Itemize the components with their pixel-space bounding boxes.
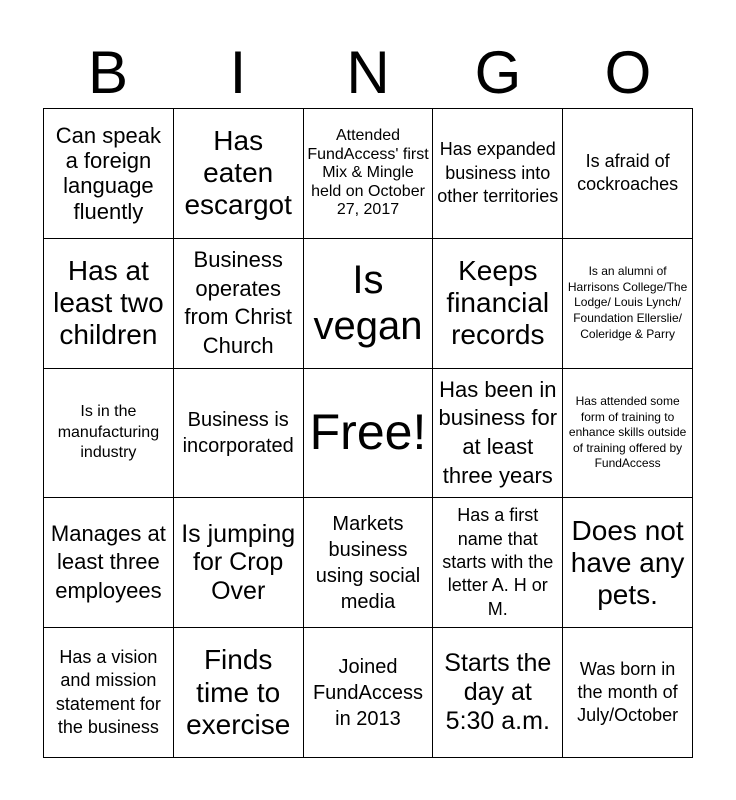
- header-letter-i: I: [229, 39, 247, 106]
- bingo-cell: Joined FundAccess in 2013: [304, 628, 434, 758]
- bingo-header: [43, 40, 693, 106]
- header-letter-o: O: [604, 39, 652, 106]
- bingo-cell: Manages at least three employees: [44, 498, 174, 628]
- header-letter-g: G: [474, 39, 522, 106]
- bingo-cell: Has been in business for at least three years: [433, 369, 563, 499]
- bingo-cell: Is in the manufacturing industry: [44, 369, 174, 499]
- bingo-grid: [43, 108, 693, 758]
- bingo-cell: Is an alumni of Harrisons College/The Lodge/ Louis Lynch/ Foundation Ellerslie/ Coleridge & Parry: [563, 239, 693, 369]
- bingo-cell: Finds time to exercise: [174, 628, 304, 758]
- bingo-cell: Has a vision and mission statement for the business: [44, 628, 174, 758]
- bingo-cell: Has a first name that starts with the letter A. H or M.: [433, 498, 563, 628]
- bingo-cell: Was born in the month of July/October: [563, 628, 693, 758]
- bingo-cell: Keeps financial records: [433, 239, 563, 369]
- bingo-cell: Can speak a foreign language fluently: [44, 109, 174, 239]
- header-letter-b: B: [87, 39, 129, 106]
- bingo-cell: Has expanded business into other territories: [433, 109, 563, 239]
- bingo-cell: Is afraid of cockroaches: [563, 109, 693, 239]
- bingo-cell: Has attended some form of training to enhance skills outside of training offered by FundAccess: [563, 369, 693, 499]
- bingo-cell: Does not have any pets.: [563, 498, 693, 628]
- free-space: Free!: [304, 369, 434, 499]
- bingo-cell: Business is incorporated: [174, 369, 304, 499]
- bingo-cell: Has at least two children: [44, 239, 174, 369]
- header-letter-n: N: [346, 39, 390, 106]
- bingo-cell: Has eaten escargot: [174, 109, 304, 239]
- bingo-cell: Starts the day at 5:30 a.m.: [433, 628, 563, 758]
- bingo-cell: Is jumping for Crop Over: [174, 498, 304, 628]
- bingo-cell: Markets business using social media: [304, 498, 434, 628]
- bingo-cell: Is vegan: [304, 239, 434, 369]
- bingo-cell: Attended FundAccess' first Mix & Mingle held on October 27, 2017: [304, 109, 434, 239]
- bingo-cell: Business operates from Christ Church: [174, 239, 304, 369]
